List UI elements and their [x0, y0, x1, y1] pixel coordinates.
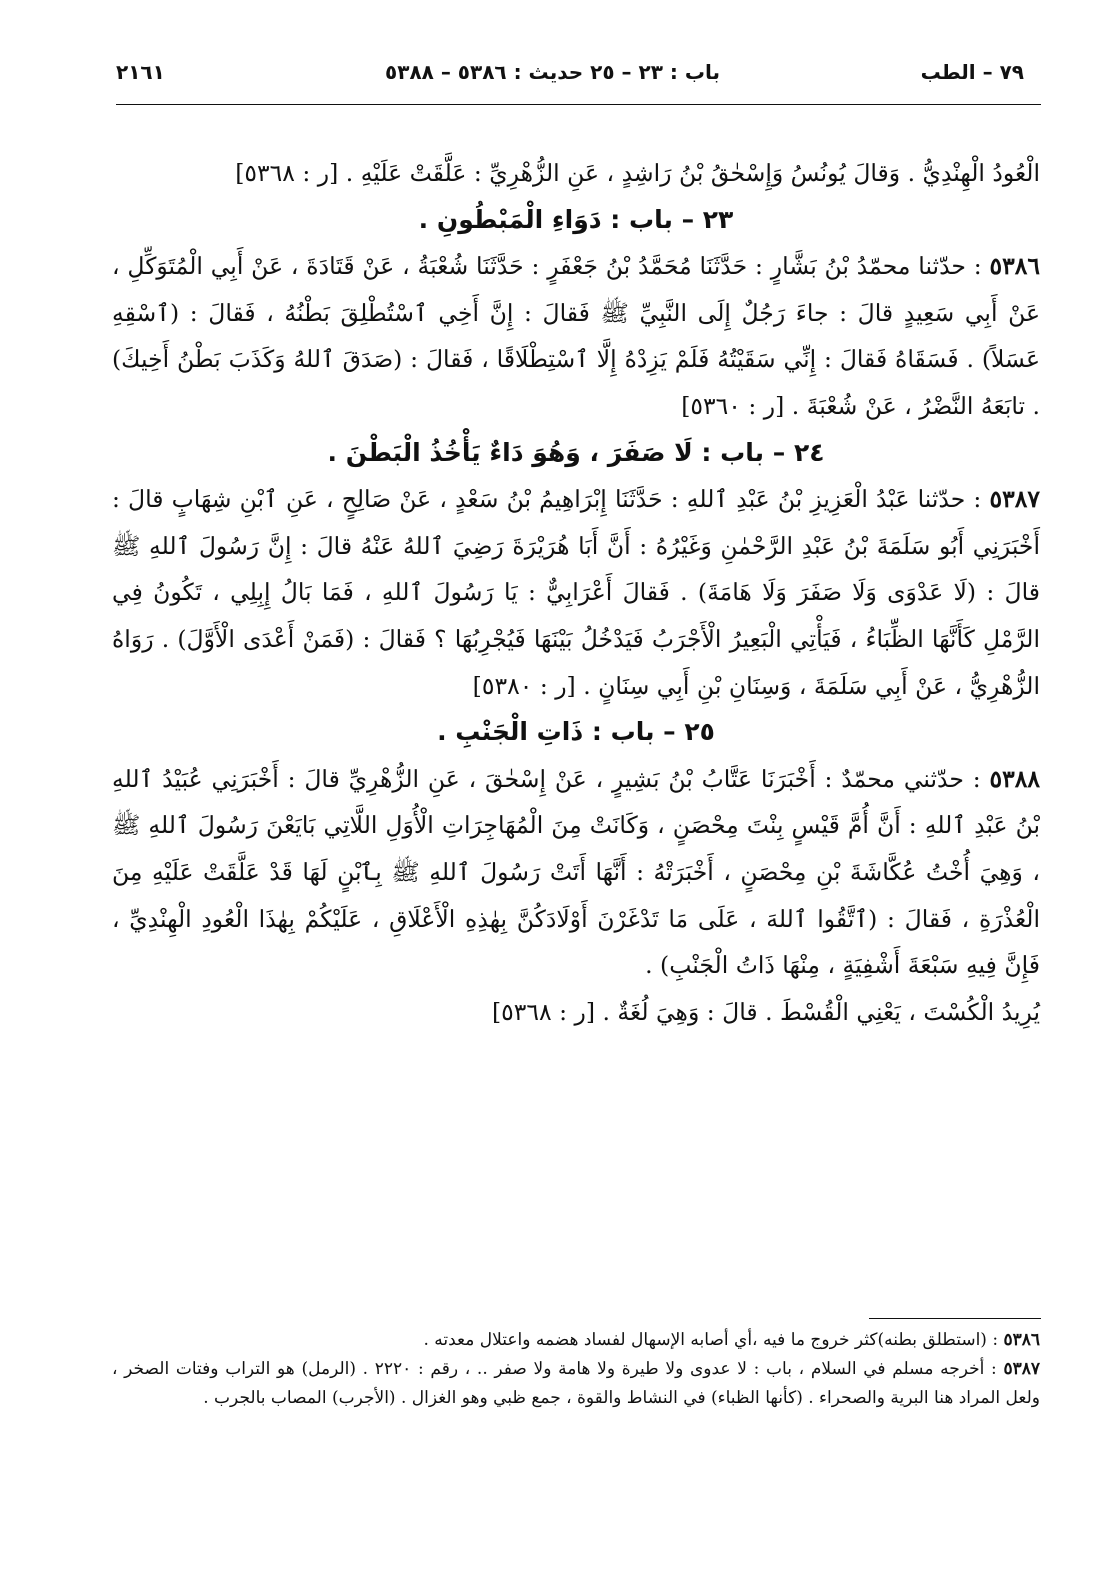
hadith-text: : حدّثنا محمّدُ بْنُ بَشَّارٍ : حَدَّثَنَا مُحَمَّدُ بْنُ جَعْفَرٍ : حَدَّثَنَا شُعْبَةُ ، عَنْ قَتَادَةَ ، عَنْ أَبِي الْمُتَوَكِّلِ ، عَنْ أَبِي سَعِيدٍ قالَ : جاءَ رَجُلٌ إِلَى النَّبِيِّ ﷺ فَقالَ : إِنَّ أَخِي ٱسْتُطْلِقَ بَطْنُهُ ، فَقالَ : (ٱسْقِهِ عَسَلاً) . فَسَقَاهُ فَقالَ : إِنِّي سَقَيْتُهُ فَلَمْ يَزِدْهُ إِلَّا ٱسْتِطْلَاقًا ، فَقالَ : (صَدَقَ ٱللهُ وَكَذَبَ بَطْنُ أَخِيكَ) . تابَعَهُ النَّضْرُ ، عَنْ شُعْبَةَ . [ر : ٥٣٦٠] [112, 252, 1040, 420]
footnotes [112, 1326, 1040, 1413]
footnote-divider [869, 1318, 1041, 1319]
chapter-hadith-range: باب : ٢٣ – ٢٥ حديث : ٥٣٨٦ – ٥٣٨٨ [385, 60, 720, 84]
footnote-text: : (استطلق بطنه)كثر خروج ما فيه ،أي أصابه الإسهال لفساد هضمه واعتلال معدته . [423, 1330, 999, 1350]
hadith-5388 [112, 756, 1040, 989]
footnote-number: ٥٣٨٦ [1003, 1330, 1040, 1350]
hadith-5387 [112, 476, 1040, 709]
page-number: ٢١٦١ [116, 60, 165, 84]
hadith-number: ٥٣٨٧ [989, 485, 1040, 514]
chapter-heading-24: ٢٤ – باب : لَا صَفَرَ ، وَهُوَ دَاءٌ يَأْخُذُ الْبَطْنَ . [327, 437, 825, 467]
footnote-5387 [112, 1355, 1040, 1413]
intro-paragraph: الْعُودُ الْهِنْدِيُّ . وَقالَ يُونُسُ وَإِسْحٰقُ بْنُ رَاشِدٍ ، عَنِ الزُّهْرِيِّ : عَلَّقَتْ عَلَيْهِ . [ر : ٥٣٦٨] [235, 159, 1040, 187]
hadith-text: : حدّثني محمّدٌ : أَخْبَرَنَا عَتَّابُ بْنُ بَشِيرٍ ، عَنْ إِسْحٰقَ ، عَنِ الزُّهْرِيِّ قالَ : أَخْبَرَنِي عُبَيْدُ ٱللهِ بْنُ عَبْدِ ٱللهِ : أَنَّ أُمَّ قَيْسٍ بِنْتَ مِحْصَنٍ ، وَكَانَتْ مِنَ الْمُهَاجِرَاتِ الْأُوَلِ اللَّاتِي بَايَعْنَ رَسُولَ ٱللهِ ﷺ ، وَهِيَ أُخْتُ عُكَّاشَةَ بْنِ مِحْصَنٍ ، أَخْبَرَتْهُ : أَنَّهَا أَتَتْ رَسُولَ ٱللهِ ﷺ بِٱبْنٍ لَهَا قَدْ عَلَّقَتْ عَلَيْهِ مِنَ الْعُذْرَةِ ، فَقالَ : (ٱتَّقُوا ٱللهَ ، عَلَى مَا تَدْغَرْنَ أَوْلَادَكُنَّ بِهٰذِهِ الْأَعْلَاقِ ، عَلَيْكُمْ بِهٰذَا الْعُودِ الْهِنْدِيِّ ، فَإِنَّ فِيهِ سَبْعَةَ أَشْفِيَةٍ ، مِنْهَا ذَاتُ الْجَنْبِ) . [112, 764, 1040, 980]
chapter-heading-23: ٢٣ – باب : دَوَاءِ الْمَبْطُونِ . [418, 204, 734, 234]
footnote-5386 [112, 1326, 1040, 1355]
main-text [112, 150, 1040, 1035]
running-header [108, 56, 1044, 96]
hadith-number: ٥٣٨٦ [989, 252, 1040, 281]
book-chapter-title: ٧٩ – الطب [920, 60, 1024, 84]
chapter-heading-25: ٢٥ – باب : ذَاتِ الْجَنْبِ . [437, 717, 715, 747]
hadith-5386 [112, 243, 1040, 429]
hadith-number: ٥٣٨٨ [989, 764, 1040, 793]
footnote-text: : أخرجه مسلم في السلام ، باب : لا عدوى ولا طيرة ولا هامة ولا صفر .. ، رقم : ٢٢٢٠ . (الرمل) هو التراب وفتات الصخر ، ولعل المراد هنا البرية والصحراء . (كأنها الظباء) في النشاط والقوة ، جمع ظبي وهو الغزال . (الأجرب) المصاب بالجرب . [112, 1359, 1040, 1408]
closing-paragraph: يُرِيدُ الْكُسْتَ ، يَعْنِي الْقُسْطَ . قالَ : وَهِيَ لُغَةٌ . [ر : ٥٣٦٨] [491, 997, 1040, 1026]
header-divider [116, 104, 1041, 105]
footnote-number: ٥٣٨٧ [1003, 1359, 1040, 1379]
hadith-text: : حدّثنا عَبْدُ الْعَزِيزِ بْنُ عَبْدِ ٱللهِ : حَدَّثَنَا إِبْرَاهِيمُ بْنُ سَعْدٍ ، عَنْ صَالِحٍ ، عَنِ ٱبْنِ شِهَابٍ قالَ : أَخْبَرَنِي أَبُو سَلَمَةَ بْنُ عَبْدِ الرَّحْمٰنِ وَغَيْرُهُ : أَنَّ أَبَا هُرَيْرَةَ رَضِيَ ٱللهُ عَنْهُ قالَ : إِنَّ رَسُولَ ٱللهِ ﷺ قالَ : (لَا عَدْوَى وَلَا صَفَرَ وَلَا هَامَةَ) . فَقالَ أَعْرَابِيٌّ : يَا رَسُولَ ٱللهِ ، فَمَا بَالُ إِبِلِي ، تَكُونُ فِي الرَّمْلِ كَأَنَّهَا الظِّبَاءُ ، فَيَأْتِي الْبَعِيرُ الْأَجْرَبُ فَيَدْخُلُ بَيْنَهَا فَيُجْرِبُهَا ؟ فَقالَ : (فَمَنْ أَعْدَى الْأَوَّلَ) . رَوَاهُ الزُّهْرِيُّ ، عَنْ أَبِي سَلَمَةَ ، وَسِنَانِ بْنِ أَبِي سِنَانٍ . [ر : ٥٣٨٠] [112, 485, 1040, 700]
